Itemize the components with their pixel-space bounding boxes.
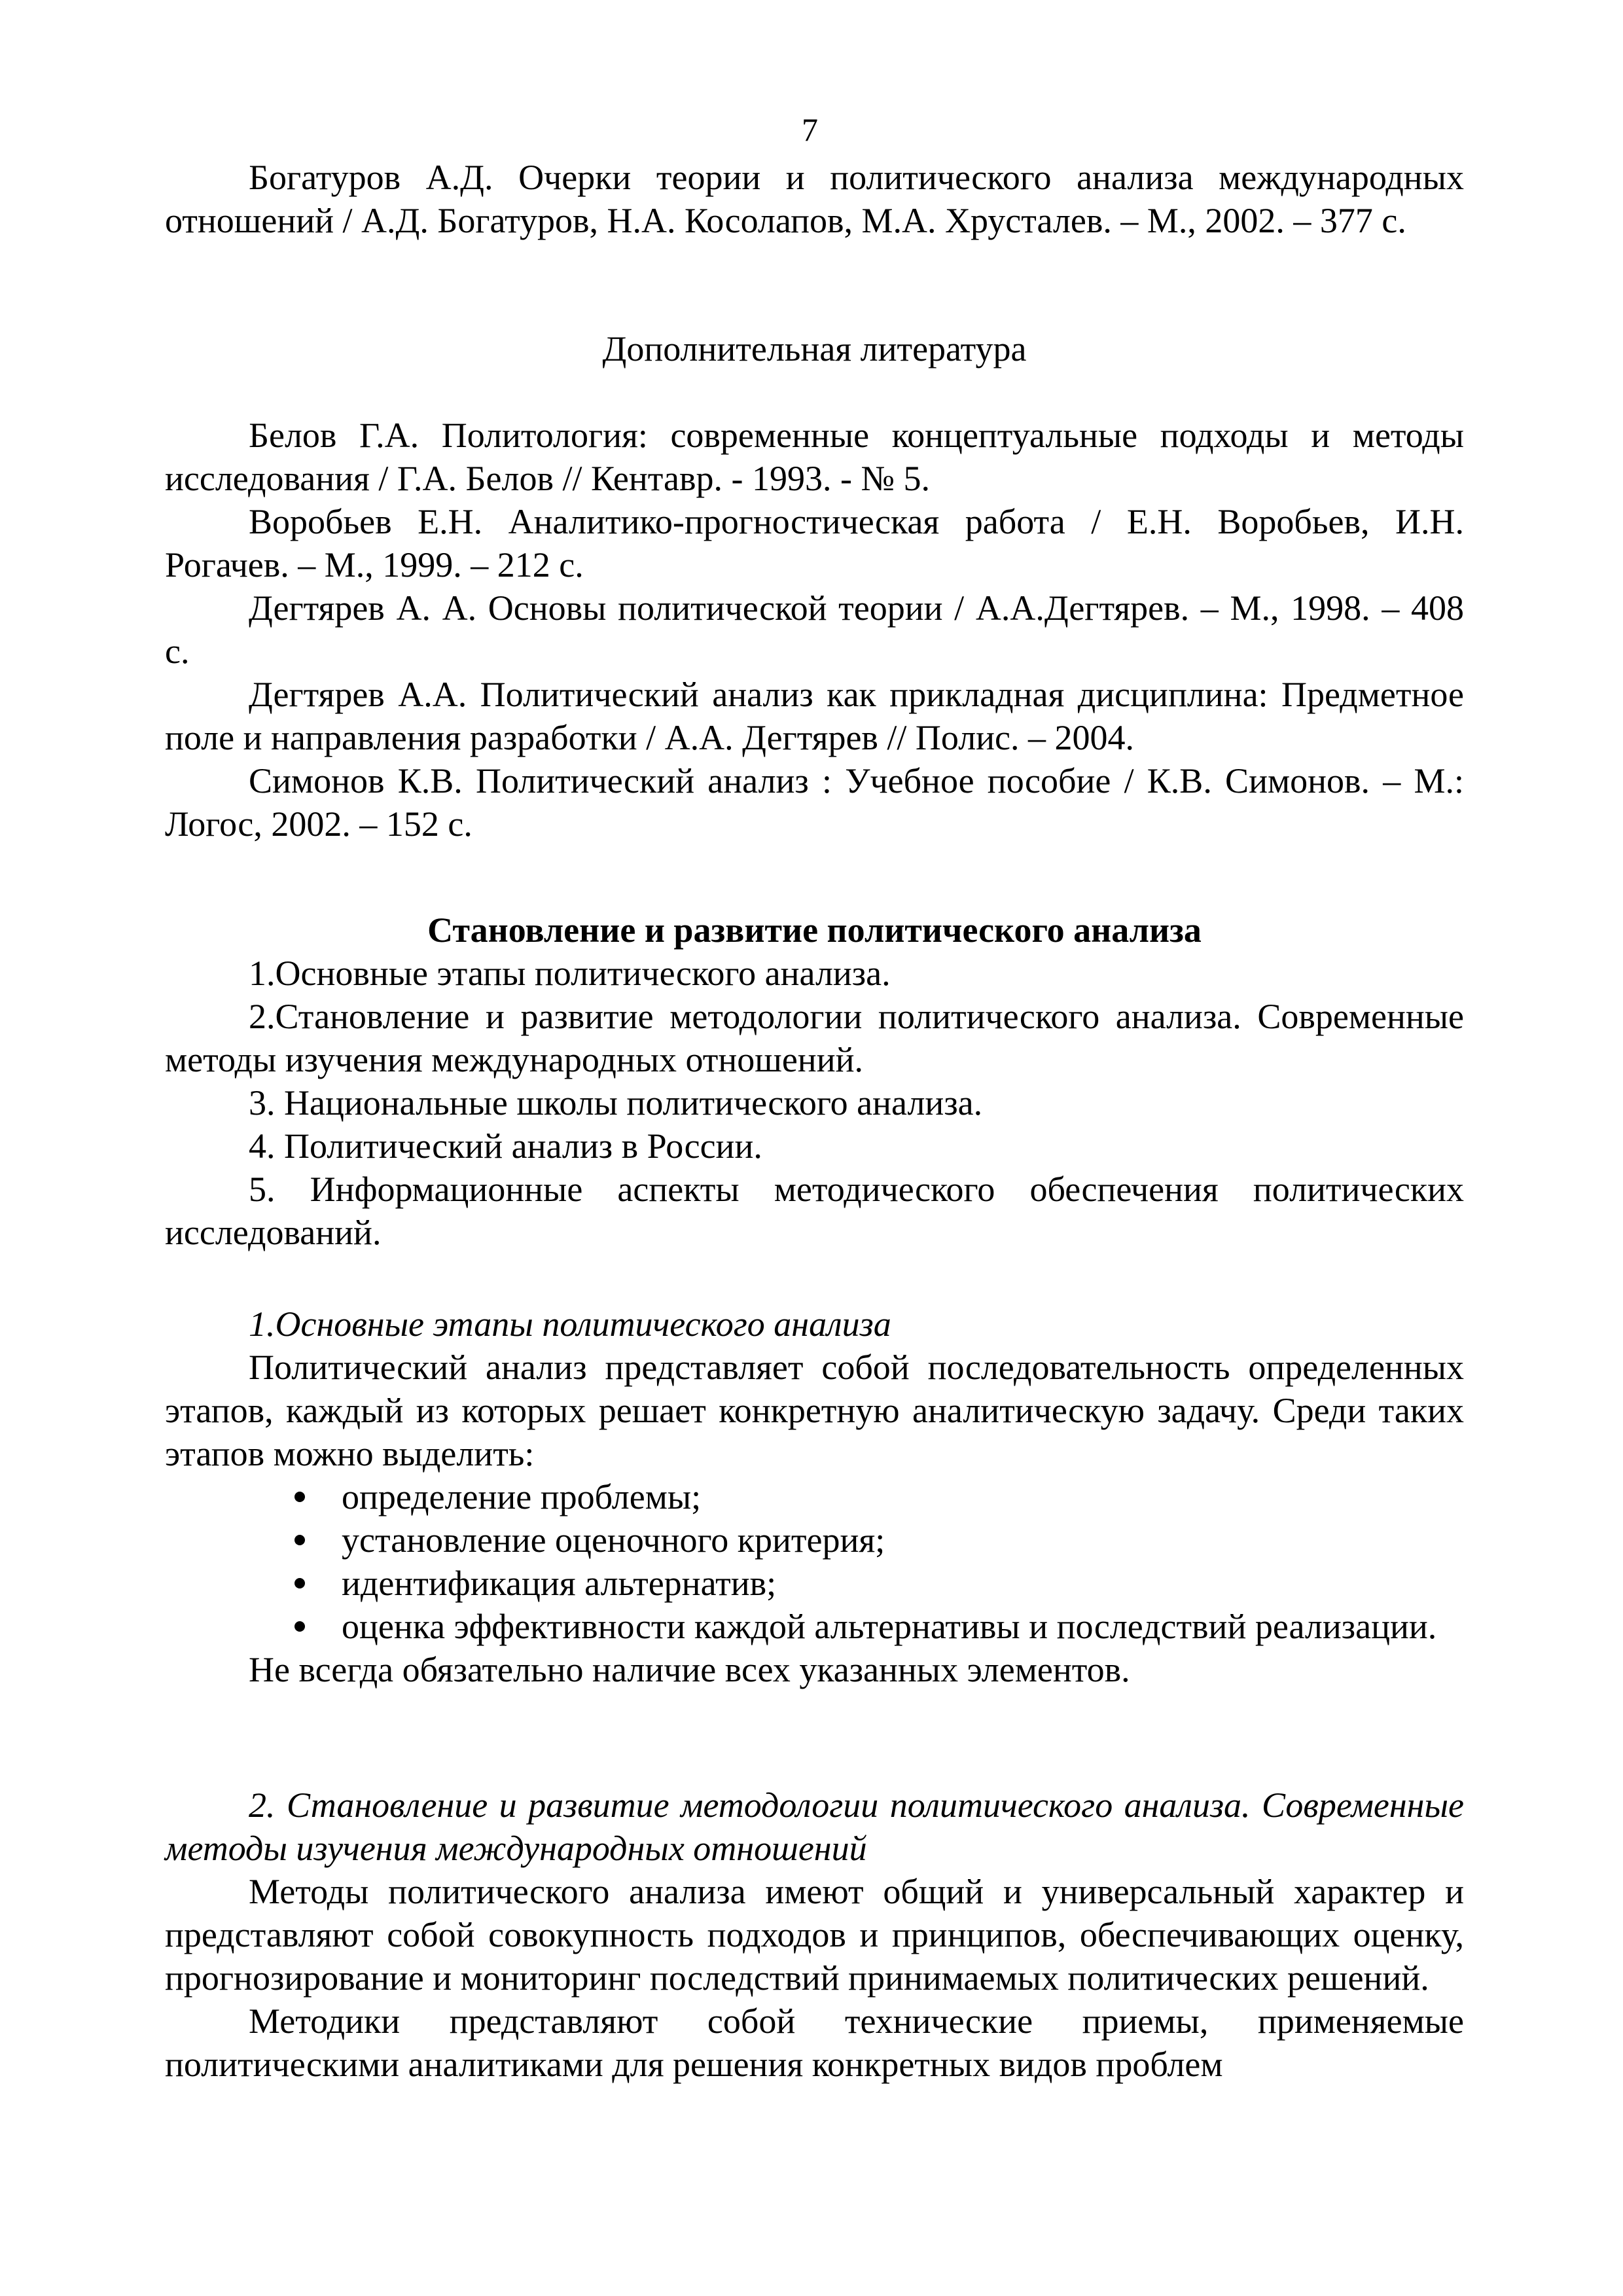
stage-list-item: определение проблемы; bbox=[342, 1475, 1464, 1518]
section-2-paragraph: Методы политического анализа имеют общий и универсальный характер и представляют собой совокупность подходов и принципов, обеспечивающих оценку, прогнозирование и мониторинг последствий принимаемых политических решений. bbox=[165, 1872, 1464, 1998]
bullet-icon bbox=[294, 1535, 305, 1545]
extra-literature-section bbox=[165, 327, 1464, 846]
section-1-note: Не всегда обязательно наличие всех указанных элементов. bbox=[249, 1650, 1130, 1689]
stage-list-item: установление оценочного критерия; bbox=[342, 1518, 1464, 1562]
stage-list-item: оценка эффективности каждой альтернативы и последствий реализации. bbox=[342, 1605, 1464, 1648]
topic-heading: Становление и развитие политического анализа bbox=[427, 910, 1202, 950]
extra-literature-heading: Дополнительная литература bbox=[602, 329, 1027, 368]
topic-item: 5. Информационные аспекты методического обеспечения политических исследований. bbox=[165, 1170, 1464, 1252]
bullet-icon bbox=[294, 1492, 305, 1502]
extra-literature-item: Дегтярев А. А. Основы политической теории / А.А.Дегтярев. – М., 1998. – 408 с. bbox=[165, 588, 1464, 671]
extra-literature-item: Симонов К.В. Политический анализ : Учебное пособие / К.В. Симонов. – М.: Логос, 2002. – 152 с. bbox=[165, 761, 1464, 844]
section-2-heading: 2. Становление и развитие методологии политического анализа. Современные методы изучения международных отношений bbox=[165, 1785, 1464, 1868]
bullet-icon bbox=[294, 1578, 305, 1588]
section-2-paragraph: Методики представляют собой технические приемы, применяемые политическими аналитиками для решения конкретных видов проблем bbox=[165, 2001, 1464, 2084]
page-number: 7 bbox=[802, 111, 818, 148]
section-2 bbox=[165, 1784, 1464, 2086]
topic-item: 3. Национальные школы политического анализа. bbox=[249, 1083, 983, 1122]
section-1-intro: Политический анализ представляет собой последовательность определенных этапов, каждый из которых решает конкретную аналитическую задачу. Среди таких этапов можно выделить: bbox=[165, 1348, 1464, 1473]
topic-item: 4. Политический анализ в России. bbox=[249, 1126, 762, 1166]
bullet-icon bbox=[294, 1621, 305, 1632]
extra-literature-item: Дегтярев А.А. Политический анализ как прикладная дисциплина: Предметное поле и направления разработки / А.А. Дегтярев // Полис. – 2004. bbox=[165, 675, 1464, 757]
extra-literature-item: Белов Г.А. Политология: современные концептуальные подходы и методы исследования / Г.А. Белов // Кентавр. - 1993. - № 5. bbox=[165, 416, 1464, 498]
stages-list bbox=[165, 1475, 1464, 1648]
section-1 bbox=[165, 1302, 1464, 1691]
stage-list-item: идентификация альтернатив; bbox=[342, 1562, 1464, 1605]
main-reference-block bbox=[165, 156, 1464, 242]
extra-literature-item: Воробьев Е.Н. Аналитико-прогностическая работа / Е.Н. Воробьев, И.Н. Рогачев. – М., 1999. – 212 с. bbox=[165, 502, 1464, 584]
section-1-heading: 1.Основные этапы политического анализа bbox=[249, 1304, 891, 1344]
topic-section bbox=[165, 908, 1464, 1254]
main-reference: Богатуров А.Д. Очерки теории и политического анализа международных отношений / А.Д. Богатуров, Н.А. Косолапов, М.А. Хрусталев. – М., 2002. – 377 с. bbox=[165, 158, 1464, 240]
topic-item: 1.Основные этапы политического анализа. bbox=[249, 954, 891, 993]
topic-item: 2.Становление и развитие методологии политического анализа. Современные методы изучения международных отношений. bbox=[165, 997, 1464, 1079]
